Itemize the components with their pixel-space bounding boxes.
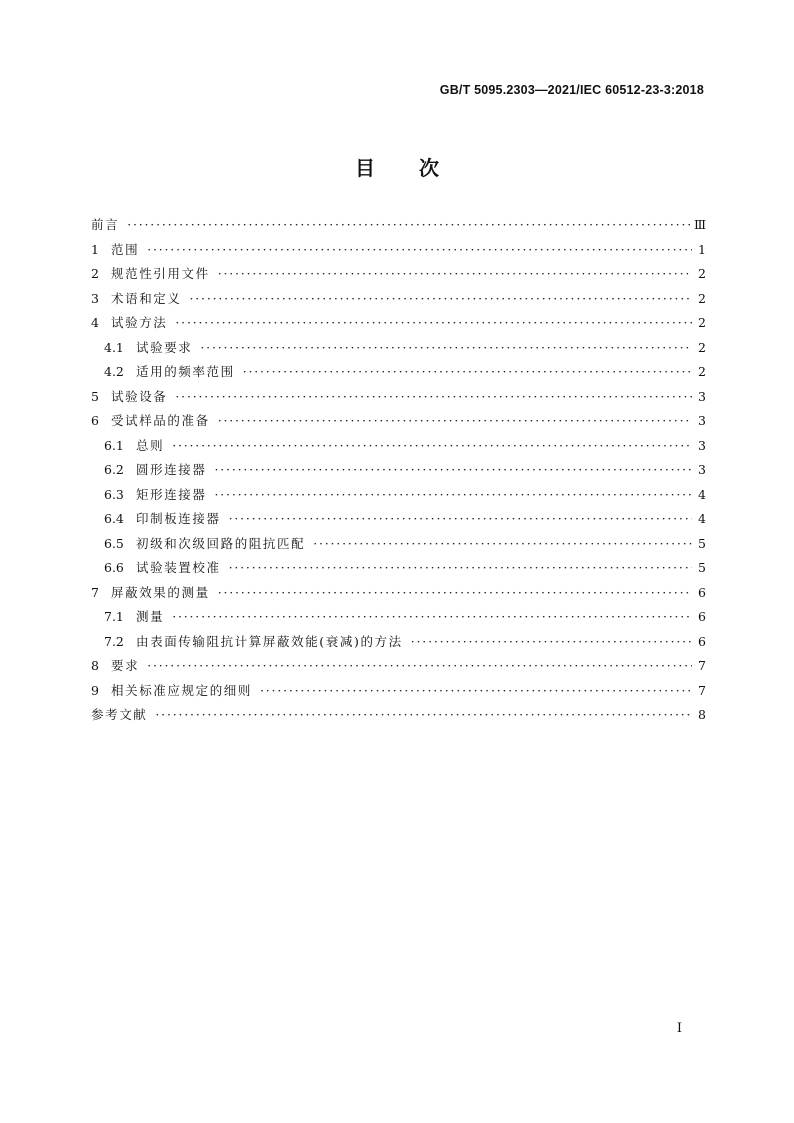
toc-entry-page: 5 (698, 560, 706, 575)
toc-entry[interactable] (91, 460, 706, 485)
toc-entry-title: 要求 (111, 658, 140, 673)
toc-entry-page: 2 (698, 290, 706, 306)
toc-entry-page: Ⅲ (693, 217, 706, 232)
toc-entry-page: 2 (698, 364, 706, 379)
toc-entry[interactable] (91, 558, 706, 583)
toc-entry-title: 总则 (136, 437, 165, 453)
toc-entry-number: 8 (91, 658, 99, 673)
toc-entry-number: 7.1 (104, 609, 124, 624)
toc-entry-page: 3 (698, 413, 706, 428)
toc-leader-dots (190, 291, 692, 306)
toc-entry[interactable] (91, 509, 706, 534)
toc-entry[interactable] (91, 607, 706, 632)
toc-leader-dots (243, 364, 692, 379)
toc-entry-number: 4 (91, 315, 99, 330)
toc-entry-number: 6.2 (104, 462, 124, 477)
toc-entry-page: 7 (698, 658, 706, 673)
toc-entry[interactable] (91, 289, 706, 314)
toc-entry-number: 6 (91, 413, 99, 428)
toc-leader-dots (313, 536, 692, 551)
toc-entry-title: 测量 (136, 609, 165, 624)
toc-entry-page: 6 (698, 609, 706, 624)
toc-entry-number: 1 (91, 241, 99, 257)
toc-entry-number: 5 (91, 388, 99, 404)
toc-entry-number: 7.2 (104, 633, 124, 649)
toc-entry[interactable] (91, 313, 706, 338)
toc-leader-dots (172, 438, 692, 453)
toc-entry-page: 2 (698, 339, 706, 355)
table-of-contents (91, 215, 706, 730)
toc-entry-page: 6 (698, 633, 706, 649)
toc-entry-title: 试验装置校准 (136, 560, 221, 575)
toc-entry-page: 2 (698, 315, 706, 330)
toc-entry-number: 4.1 (104, 339, 124, 355)
toc-entry-title: 受试样品的准备 (111, 413, 210, 428)
toc-entry-page: 4 (698, 511, 706, 526)
toc-entry-number: 4.2 (104, 364, 124, 379)
toc-entry-number: 6.3 (104, 486, 124, 502)
toc-entry-title: 由表面传输阻抗计算屏蔽效能(衰减)的方法 (136, 633, 403, 649)
toc-leader-dots (147, 658, 692, 673)
toc-entry-title: 屏蔽效果的测量 (111, 584, 210, 600)
toc-entry-title: 圆形连接器 (136, 462, 207, 477)
toc-leader-dots (260, 683, 692, 698)
toc-entry-number: 3 (91, 290, 99, 306)
toc-entry[interactable] (91, 705, 706, 730)
toc-entry-title: 范围 (111, 241, 140, 257)
toc-entry-title: 相关标准应规定的细则 (111, 682, 253, 698)
toc-entry-number: 6.5 (104, 535, 124, 551)
toc-leader-dots (127, 217, 690, 232)
toc-leader-dots (229, 560, 692, 575)
toc-entry-page: 1 (698, 241, 706, 257)
toc-heading-part2: 次 (419, 156, 439, 180)
toc-leader-dots (175, 389, 692, 404)
toc-entry[interactable] (91, 362, 706, 387)
toc-entry-page: 2 (698, 266, 706, 281)
toc-entry[interactable] (91, 583, 706, 608)
toc-entry[interactable] (91, 240, 706, 265)
toc-entry-title: 参考文献 (91, 707, 148, 722)
toc-entry-title: 矩形连接器 (136, 486, 207, 502)
toc-entry[interactable] (91, 656, 706, 681)
page-number: I (676, 1021, 682, 1036)
toc-entry-page: 7 (698, 682, 706, 698)
toc-entry-page: 6 (698, 584, 706, 600)
toc-leader-dots (172, 609, 692, 624)
toc-entry-number: 2 (91, 266, 99, 281)
toc-heading (0, 152, 794, 181)
toc-heading-part1: 目 (355, 156, 375, 180)
toc-entry-title: 试验设备 (111, 388, 168, 404)
toc-entry-page: 4 (698, 486, 706, 502)
toc-leader-dots (175, 315, 692, 330)
toc-entry[interactable] (91, 215, 706, 240)
toc-entry-title: 初级和次级回路的阻抗匹配 (136, 535, 306, 551)
toc-entry[interactable] (91, 534, 706, 559)
toc-entry-title: 试验要求 (136, 339, 193, 355)
toc-entry[interactable] (91, 387, 706, 412)
toc-entry-number: 9 (91, 682, 99, 698)
toc-entry-title: 印制板连接器 (136, 511, 221, 526)
toc-leader-dots (218, 266, 692, 281)
toc-leader-dots (218, 585, 692, 600)
toc-leader-dots (147, 242, 692, 257)
toc-entry-page: 5 (698, 535, 706, 551)
toc-entry[interactable] (91, 632, 706, 657)
toc-entry[interactable] (91, 411, 706, 436)
toc-leader-dots (215, 487, 692, 502)
toc-entry-number: 6.1 (104, 437, 124, 453)
toc-entry-page: 3 (698, 437, 706, 453)
toc-entry[interactable] (91, 681, 706, 706)
toc-entry-title: 前言 (91, 217, 120, 232)
toc-leader-dots (411, 634, 692, 649)
toc-leader-dots (218, 413, 692, 428)
toc-leader-dots (229, 511, 692, 526)
toc-entry-page: 3 (698, 462, 706, 477)
toc-entry-page: 8 (698, 707, 706, 722)
toc-entry-title: 术语和定义 (111, 290, 182, 306)
toc-entry[interactable] (91, 338, 706, 363)
toc-leader-dots (155, 707, 692, 722)
toc-entry[interactable] (91, 485, 706, 510)
standard-code: GB/T 5095.2303—2021/IEC 60512-23-3:2018 (439, 83, 704, 97)
toc-entry-title: 适用的频率范围 (136, 364, 235, 379)
toc-leader-dots (215, 462, 692, 477)
toc-entry-number: 7 (91, 584, 99, 600)
toc-entry-title: 规范性引用文件 (111, 266, 210, 281)
toc-entry[interactable] (91, 264, 706, 289)
toc-entry-page: 3 (698, 388, 706, 404)
toc-leader-dots (200, 340, 692, 355)
toc-entry-title: 试验方法 (111, 315, 168, 330)
toc-entry-number: 6.6 (104, 560, 124, 575)
toc-entry-number: 6.4 (104, 511, 124, 526)
toc-entry[interactable] (91, 436, 706, 461)
